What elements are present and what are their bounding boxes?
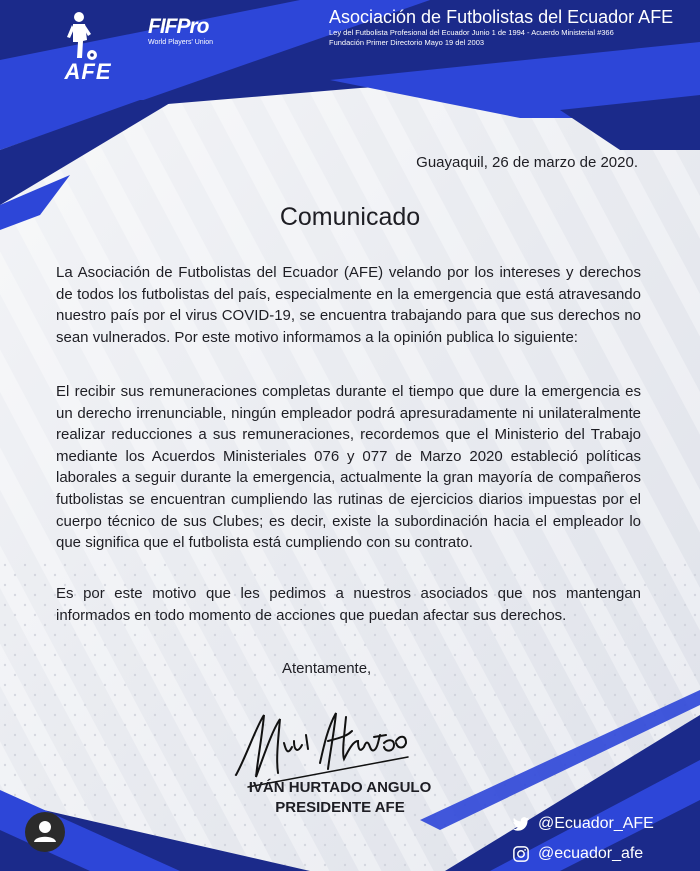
organization-legal-line: Ley del Futbolista Profesional del Ecuador Junio 1 de 1994 - Acuerdo Ministerial #366 xyxy=(329,28,614,37)
paragraph-rights: El recibir sus remuneraciones completas durante el tiempo que dure la emergencia es un derecho irrenunciable, ningún empleador podrá apresuradamente ni unilateralmente realizar reducciones a sus remuneraciones, recordemos que el Ministerio del Trabajo mediante los Acuerdos Ministeriales 076 y 077 de Marzo 2020 estableció políticas laborales a seguir durante la emergencia, actualmente la gran mayoría de compañeros futbolistas se encuentran cumpliendo las rutinas de ejercicios diarios impuestas por el cuerpo técnico de sus Clubes; es decir, existe la subordinación hacia el empleador lo que significa que el futbolista está cumpliendo con su contrato. xyxy=(56,383,641,552)
letter-title: Comunicado xyxy=(279,203,421,231)
letter-closing: Atentamente, xyxy=(282,660,372,677)
twitter-bird-icon xyxy=(512,815,530,833)
instagram-camera-icon xyxy=(512,845,530,863)
afe-logo-text: AFE xyxy=(64,59,112,84)
profile-avatar-button[interactable] xyxy=(25,812,65,852)
organization-founding-line: Fundación Primer Directorio Mayo 19 del 2003 xyxy=(329,38,485,47)
twitter-handle: @Ecuador_AFE xyxy=(538,815,654,832)
paragraph-request: Es por este motivo que les pedimos a nuestros asociados que nos mantengan informados en todo momento de acciones que puedan afectar sus derechos. xyxy=(56,585,641,624)
paragraph-intro: La Asociación de Futbolistas del Ecuador (AFE) velando por los intereses y derechos de todos los futbolistas del país, especialmente en la emergencia que está atravesando nuestro país por el virus COVID-19, se encuentra trabajando para que sus derechos no sean vulnerados. Por este motivo informamos a la opinión publica lo siguiente: xyxy=(56,264,641,346)
twitter-handle-row xyxy=(512,815,654,833)
fifpro-tagline: World Players' Union xyxy=(148,39,214,46)
letter-date: Guayaquil, 26 de marzo de 2020. xyxy=(416,154,638,171)
instagram-handle-row xyxy=(512,845,643,863)
signer-role: PRESIDENTE AFE xyxy=(275,799,405,816)
organization-name: Asociación de Futbolistas del Ecuador AFE xyxy=(329,7,674,27)
instagram-handle: @ecuador_afe xyxy=(538,845,644,862)
user-avatar-icon xyxy=(25,812,65,852)
fifpro-logo-text: FIFPro xyxy=(148,15,209,38)
signer-name: IVÁN HURTADO ANGULO xyxy=(248,779,432,796)
